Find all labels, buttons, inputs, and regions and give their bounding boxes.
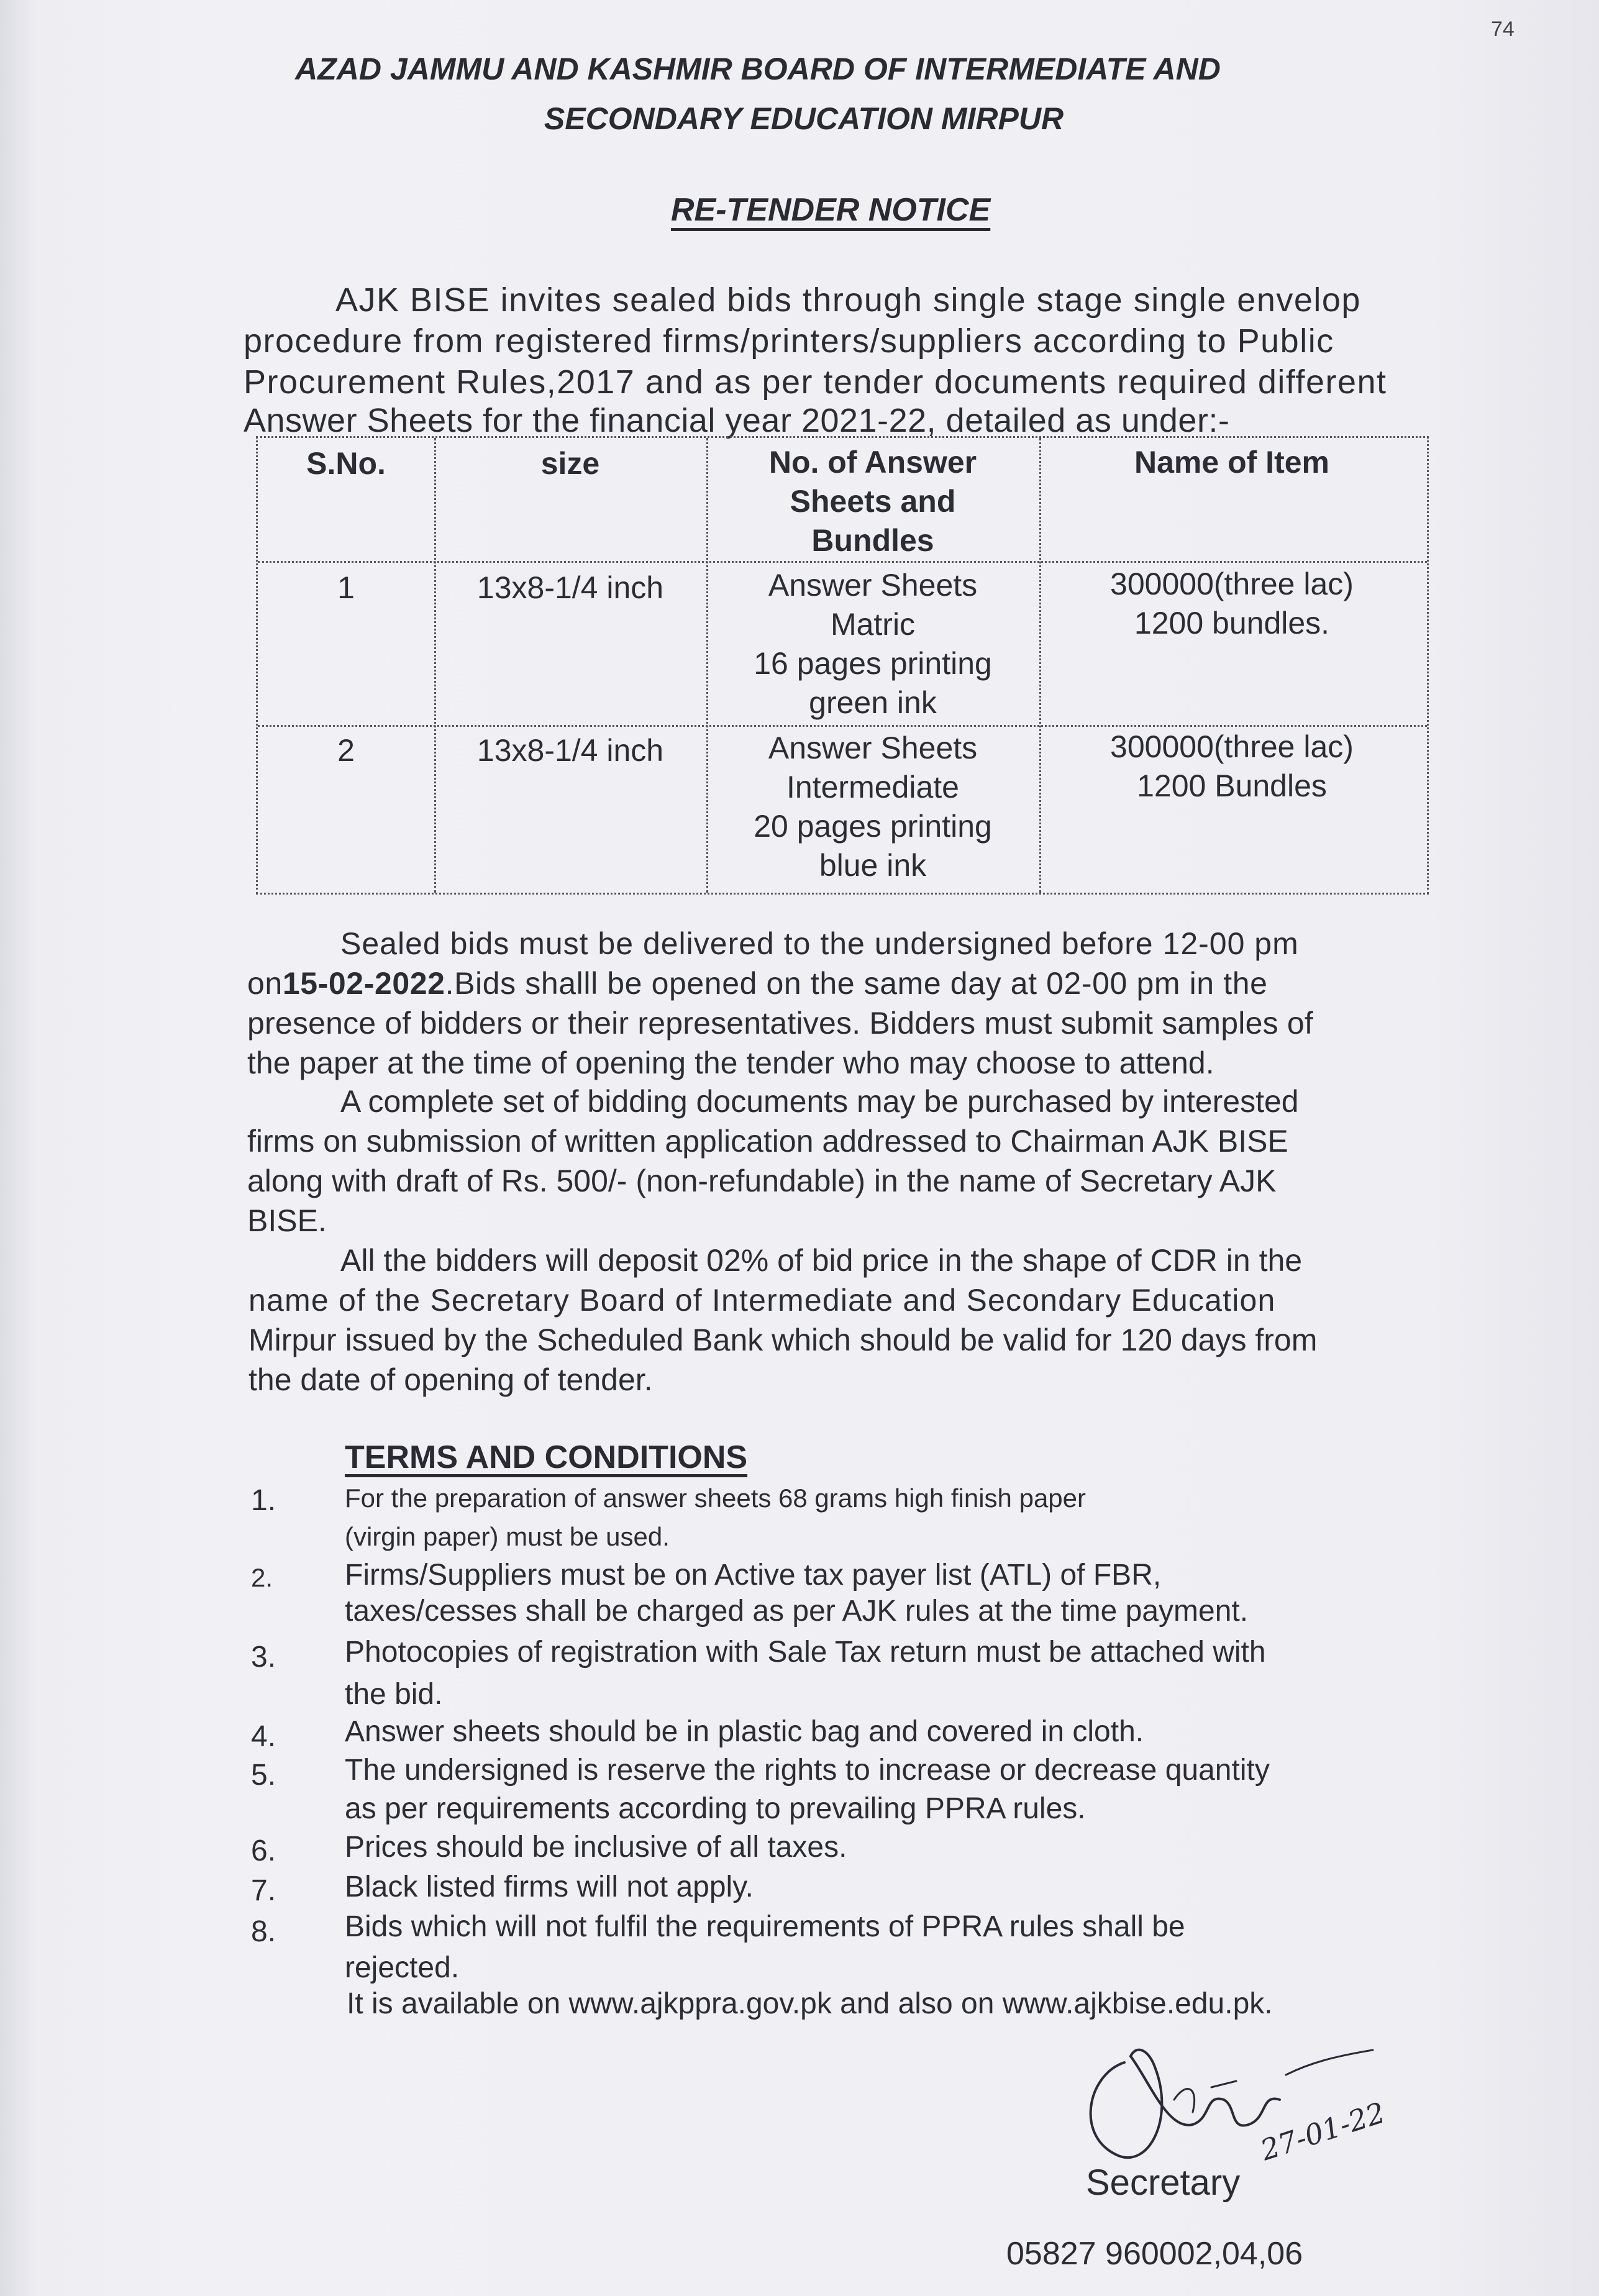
body-p3-line-1: All the bidders will deposit 02% of bid price in the shape of CDR in the bbox=[340, 1243, 1303, 1278]
desc-line: Answer Sheets bbox=[768, 731, 978, 765]
table-row-1-sno: 1 bbox=[337, 570, 355, 605]
term-3-line-1: Photocopies of registration with Sale Tax return must be attached with bbox=[345, 1636, 1266, 1669]
term-7-line-1: Black listed firms will not apply. bbox=[345, 1870, 754, 1903]
table-header-sheets-line: Sheets and bbox=[790, 484, 956, 519]
desc-line: blue ink bbox=[819, 848, 927, 883]
table-row-1-desc bbox=[706, 566, 1039, 722]
table-row-2-sno: 2 bbox=[337, 733, 355, 768]
body-p2-line-1: A complete set of bidding documents may be purchased by interested bbox=[340, 1084, 1299, 1119]
terms-title: TERMS AND CONDITIONS bbox=[345, 1439, 748, 1475]
table-header-sheets-line: No. of Answer bbox=[768, 445, 977, 480]
desc-line: Matric bbox=[830, 607, 916, 642]
term-5-line-2: as per requirements according to prevailing PPRA rules. bbox=[345, 1792, 1086, 1825]
term-4-line-1: Answer sheets should be in plastic bag and covered in cloth. bbox=[345, 1715, 1144, 1748]
body-p1-line-4: the paper at the time of opening the tender who may choose to attend. bbox=[247, 1046, 1214, 1080]
desc-line: Answer Sheets bbox=[768, 568, 978, 603]
table-header-sno: S.No. bbox=[306, 446, 386, 481]
page-number: 74 bbox=[1491, 17, 1515, 41]
term-3-num: 3. bbox=[251, 1641, 276, 1674]
body-p1-line-2 bbox=[247, 965, 1268, 1001]
bid-date: 15-02-2022 bbox=[282, 966, 445, 1001]
availability-note: It is available on www.ajkppra.gov.pk and also on www.ajkbise.edu.pk. bbox=[347, 1987, 1273, 2020]
body-p1-line-1: Sealed bids must be delivered to the undersigned before 12-00 pm bbox=[340, 926, 1299, 961]
term-2-line-2: taxes/cesses shall be charged as per AJK rules at the time payment. bbox=[345, 1595, 1249, 1628]
table-header-size: size bbox=[540, 446, 600, 481]
desc-line: 20 pages printing bbox=[754, 809, 992, 844]
term-2-line-1: Firms/Suppliers must be on Active tax payer list (ATL) of FBR, bbox=[345, 1559, 1162, 1592]
term-6-line-1: Prices should be inclusive of all taxes. bbox=[345, 1831, 847, 1864]
intro-line-4: Answer Sheets for the financial year 2021-22, detailed as under:- bbox=[244, 402, 1230, 439]
item-line: 1200 Bundles bbox=[1137, 768, 1327, 803]
table-header-sheets-line: Bundles bbox=[811, 523, 934, 558]
header-line-2: SECONDARY EDUCATION MIRPUR bbox=[544, 101, 1064, 136]
term-7-num: 7. bbox=[251, 1874, 276, 1907]
intro-line-2: procedure from registered firms/printers/suppliers according to Public bbox=[244, 322, 1334, 360]
body-p3-line-4: the date of opening of tender. bbox=[248, 1362, 653, 1397]
table-row-2-desc bbox=[706, 729, 1039, 885]
term-5-num: 5. bbox=[251, 1759, 276, 1792]
item-line: 300000(three lac) bbox=[1110, 729, 1354, 764]
table-row-2-size: 13x8-1/4 inch bbox=[476, 733, 664, 768]
table-row-1-size: 13x8-1/4 inch bbox=[476, 570, 664, 605]
body-p1-on: on bbox=[247, 966, 283, 1001]
phone-numbers: 05827 960002,04,06 bbox=[1006, 2236, 1303, 2272]
body-p2-line-4: BISE. bbox=[247, 1203, 327, 1238]
term-5-line-1: The undersigned is reserve the rights to increase or decrease quantity bbox=[345, 1754, 1270, 1787]
body-p2-line-2: firms on submission of written application addressed to Chairman AJK BISE bbox=[247, 1124, 1288, 1159]
body-p2-line-3: along with draft of Rs. 500/- (non-refundable) in the name of Secretary AJK bbox=[247, 1164, 1277, 1198]
table-header-sheets bbox=[706, 443, 1039, 560]
term-2-num: 2. bbox=[251, 1563, 273, 1592]
term-4-num: 4. bbox=[251, 1720, 276, 1753]
term-8-line-2: rejected. bbox=[345, 1951, 460, 1984]
body-p1-line-3: presence of bidders or their representatives. Bidders must submit samples of bbox=[247, 1006, 1313, 1041]
term-1-num: 1. bbox=[251, 1484, 276, 1517]
term-1-line-1: For the preparation of answer sheets 68 grams high finish paper bbox=[345, 1483, 1086, 1513]
signature-date: 27-01-22 bbox=[1256, 2095, 1389, 2167]
term-1-line-2: (virgin paper) must be used. bbox=[345, 1522, 670, 1551]
signature-scribble bbox=[1050, 2025, 1398, 2174]
notice-title: RE-TENDER NOTICE bbox=[671, 192, 991, 228]
body-p3-line-3: Mirpur issued by the Scheduled Bank which should be valid for 120 days from bbox=[248, 1323, 1318, 1357]
header-line-1: AZAD JAMMU AND KASHMIR BOARD OF INTERMEDIATE AND bbox=[295, 52, 1221, 86]
table-row-2-item bbox=[1039, 727, 1424, 806]
term-6-num: 6. bbox=[251, 1834, 276, 1867]
answer-sheet-table bbox=[256, 436, 1429, 895]
desc-line: Intermediate bbox=[786, 770, 959, 804]
item-line: 1200 bundles. bbox=[1134, 606, 1330, 640]
table-header-item: Name of Item bbox=[1134, 445, 1329, 480]
desc-line: green ink bbox=[809, 685, 937, 720]
desc-line: 16 pages printing bbox=[754, 646, 992, 681]
item-line: 300000(three lac) bbox=[1110, 567, 1354, 601]
body-p3-line-2: name of the Secretary Board of Intermediate and Secondary Education bbox=[248, 1283, 1276, 1318]
term-8-line-1: Bids which will not fulfil the requirements of PPRA rules shall be bbox=[345, 1910, 1185, 1943]
signatory-title: Secretary bbox=[1086, 2162, 1241, 2203]
intro-line-3: Procurement Rules,2017 and as per tender documents required different bbox=[244, 363, 1387, 401]
term-8-num: 8. bbox=[251, 1915, 276, 1948]
intro-line-1: AJK BISE invites sealed bids through single stage single envelop bbox=[335, 281, 1361, 319]
table-row-1-item bbox=[1039, 565, 1424, 643]
body-p1-line-2-rest: .Bids shalll be opened on the same day at 02-00 pm in the bbox=[445, 966, 1268, 1001]
term-3-line-2: the bid. bbox=[345, 1678, 443, 1711]
